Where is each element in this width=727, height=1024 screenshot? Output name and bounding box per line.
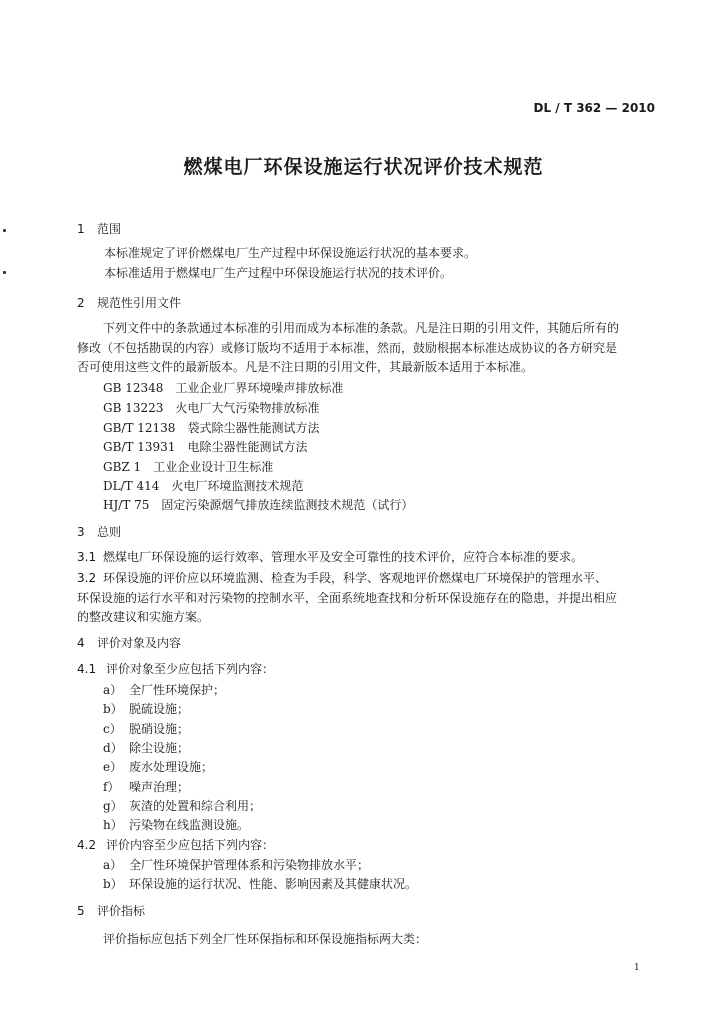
paragraph: 本标准规定了评价燃煤电厂生产过程中环保设施运行状况的基本要求。 bbox=[104, 246, 477, 260]
reference-item: GB 13223 火电厂大气污染物排放标准 bbox=[103, 401, 320, 415]
reference-item: GB/T 13931 电除尘器性能测试方法 bbox=[103, 440, 308, 454]
standard-code: DL / T 362 — 2010 bbox=[533, 101, 655, 115]
reference-item: GB 12348 工业企业厂界环境噪声排放标准 bbox=[103, 381, 344, 395]
list-item: c） 脱硝设施； bbox=[103, 722, 190, 736]
list-item: e） 废水处理设施； bbox=[103, 760, 214, 774]
page-number: 1 bbox=[634, 963, 640, 973]
clause-4-2: 4.2 评价内容至少应包括下列内容： bbox=[77, 838, 275, 852]
list-item: d） 除尘设施； bbox=[103, 741, 190, 755]
list-item: a） 全厂性环境保护； bbox=[103, 683, 226, 697]
document-title: 燃煤电厂环保设施运行状况评价技术规范 bbox=[183, 156, 544, 178]
paragraph: 的整改建议和实施方案。 bbox=[77, 610, 210, 624]
list-item: g） 灰渣的处置和综合利用； bbox=[103, 799, 262, 813]
margin-mark bbox=[3, 229, 6, 232]
section-2-heading: 2 规范性引用文件 bbox=[77, 296, 182, 310]
list-item: b） 环保设施的运行状况、性能、影响因素及其健康状况。 bbox=[103, 877, 418, 891]
section-3-heading: 3 总则 bbox=[77, 525, 122, 539]
reference-item: HJ/T 75 固定污染源烟气排放连续监测技术规范（试行） bbox=[103, 498, 414, 512]
paragraph: 环保设施的运行水平和对污染物的控制水平，全面系统地查找和分析环保设施存在的隐患，并提出相应 bbox=[77, 591, 618, 605]
paragraph: 修改（不包括勘误的内容）或修订版均不适用于本标准，然而，鼓励根据本标准达成协议的各方研究是 bbox=[77, 341, 618, 355]
section-4-heading: 4 评价对象及内容 bbox=[77, 636, 182, 650]
list-item: b） 脱硫设施； bbox=[103, 702, 190, 716]
reference-item: GB/T 12138 袋式除尘器性能测试方法 bbox=[103, 421, 320, 435]
reference-item: GBZ 1 工业企业设计卫生标准 bbox=[103, 460, 274, 474]
section-5-heading: 5 评价指标 bbox=[77, 904, 146, 918]
clause-3-1: 3.1 燃煤电厂环保设施的运行效率、管理水平及安全可靠性的技术评价，应符合本标准的要求。 bbox=[77, 550, 584, 564]
list-item: f） 噪声治理； bbox=[103, 780, 190, 794]
paragraph: 否可使用这些文件的最新版本。凡是不注日期的引用文件，其最新版本适用于本标准。 bbox=[77, 360, 534, 374]
paragraph: 本标准适用于燃煤电厂生产过程中环保设施运行状况的技术评价。 bbox=[104, 266, 453, 280]
section-1-heading: 1 范围 bbox=[77, 222, 122, 236]
paragraph: 评价指标应包括下列全厂性环保指标和环保设施指标两大类： bbox=[103, 932, 428, 946]
clause-4-1: 4.1 评价对象至少应包括下列内容： bbox=[77, 662, 275, 676]
clause-3-2: 3.2 环保设施的评价应以环境监测、检查为手段，科学、客观地评价燃煤电厂环境保护的管理水平、 bbox=[77, 571, 608, 585]
paragraph: 下列文件中的条款通过本标准的引用而成为本标准的条款。凡是注日期的引用文件，其随后所有的 bbox=[103, 321, 620, 335]
list-item: h） 污染物在线监测设施。 bbox=[103, 818, 250, 832]
reference-item: DL/T 414 火电厂环境监测技术规范 bbox=[103, 479, 304, 493]
margin-mark bbox=[3, 271, 6, 274]
list-item: a） 全厂性环境保护管理体系和污染物排放水平； bbox=[103, 858, 370, 872]
